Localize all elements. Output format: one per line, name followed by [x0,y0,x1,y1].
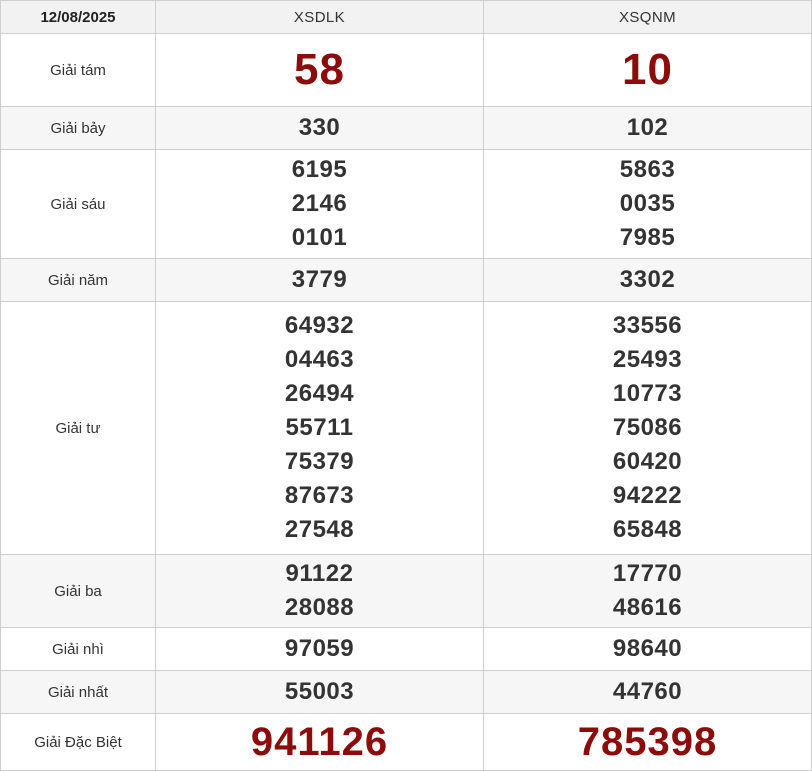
prize-number: 17770 [612,560,683,587]
prize-number: 2146 [291,190,348,217]
table-row-prize-one [1,671,812,714]
prize-number: 33556 [612,312,683,339]
prize-eight-xsqnm: 10 [484,34,812,107]
prize-number: 0101 [291,224,348,251]
prize-four-xsdlk [156,302,484,555]
prize-label-five: Giải năm [1,259,156,302]
prize-label-three: Giải ba [1,555,156,628]
table-header-row [1,1,812,34]
prize-number: 55711 [285,414,354,441]
prize-label-six: Giải sáu [1,150,156,259]
prize-number: 75086 [612,414,683,441]
prize-label-one: Giải nhất [1,671,156,714]
prize-seven-xsdlk: 330 [156,107,484,150]
prize-four-xsqnm [484,302,812,555]
prize-two-xsqnm: 98640 [484,628,812,671]
prize-number: 25493 [612,346,683,373]
prize-label-seven: Giải bảy [1,107,156,150]
prize-five-xsdlk: 3779 [156,259,484,302]
prize-one-xsdlk: 55003 [156,671,484,714]
prize-number: 04463 [284,346,355,373]
prize-number: 48616 [612,594,683,621]
prize-five-xsqnm: 3302 [484,259,812,302]
prize-number: 91122 [285,560,354,587]
result-date: 12/08/2025 [1,1,156,34]
prize-special-xsqnm: 785398 [484,714,812,771]
prize-number: 6195 [291,156,348,183]
prize-special-xsdlk: 941126 [156,714,484,771]
prize-number: 0035 [619,190,676,217]
province-header-xsdlk[interactable]: XSDLK [156,1,484,34]
prize-seven-xsqnm: 102 [484,107,812,150]
prize-label-four: Giải tư [1,302,156,555]
prize-number: 65848 [612,516,683,543]
prize-number: 64932 [284,312,355,339]
prize-number: 60420 [612,448,683,475]
prize-number: 10773 [612,380,683,407]
prize-number: 26494 [284,380,355,407]
prize-label-special: Giải Đặc Biệt [1,714,156,771]
table-row-prize-four [1,302,812,555]
table-row-prize-two [1,628,812,671]
prize-number: 87673 [284,482,355,509]
province-header-xsqnm[interactable]: XSQNM [484,1,812,34]
table-row-prize-six [1,150,812,259]
table-row-prize-eight [1,34,812,107]
prize-number: 28088 [284,594,355,621]
prize-number: 94222 [612,482,683,509]
table-row-prize-three [1,555,812,628]
prize-label-two: Giải nhì [1,628,156,671]
prize-number: 5863 [619,156,676,183]
prize-one-xsqnm: 44760 [484,671,812,714]
table-row-prize-five [1,259,812,302]
prize-number: 75379 [284,448,355,475]
prize-six-xsqnm [484,150,812,259]
prize-number: 27548 [284,516,355,543]
prize-eight-xsdlk: 58 [156,34,484,107]
prize-six-xsdlk [156,150,484,259]
prize-three-xsdlk [156,555,484,628]
prize-label-eight: Giải tám [1,34,156,107]
table-row-prize-seven [1,107,812,150]
prize-number: 7985 [619,224,676,251]
prize-two-xsdlk: 97059 [156,628,484,671]
table-row-prize-special [1,714,812,771]
prize-three-xsqnm [484,555,812,628]
